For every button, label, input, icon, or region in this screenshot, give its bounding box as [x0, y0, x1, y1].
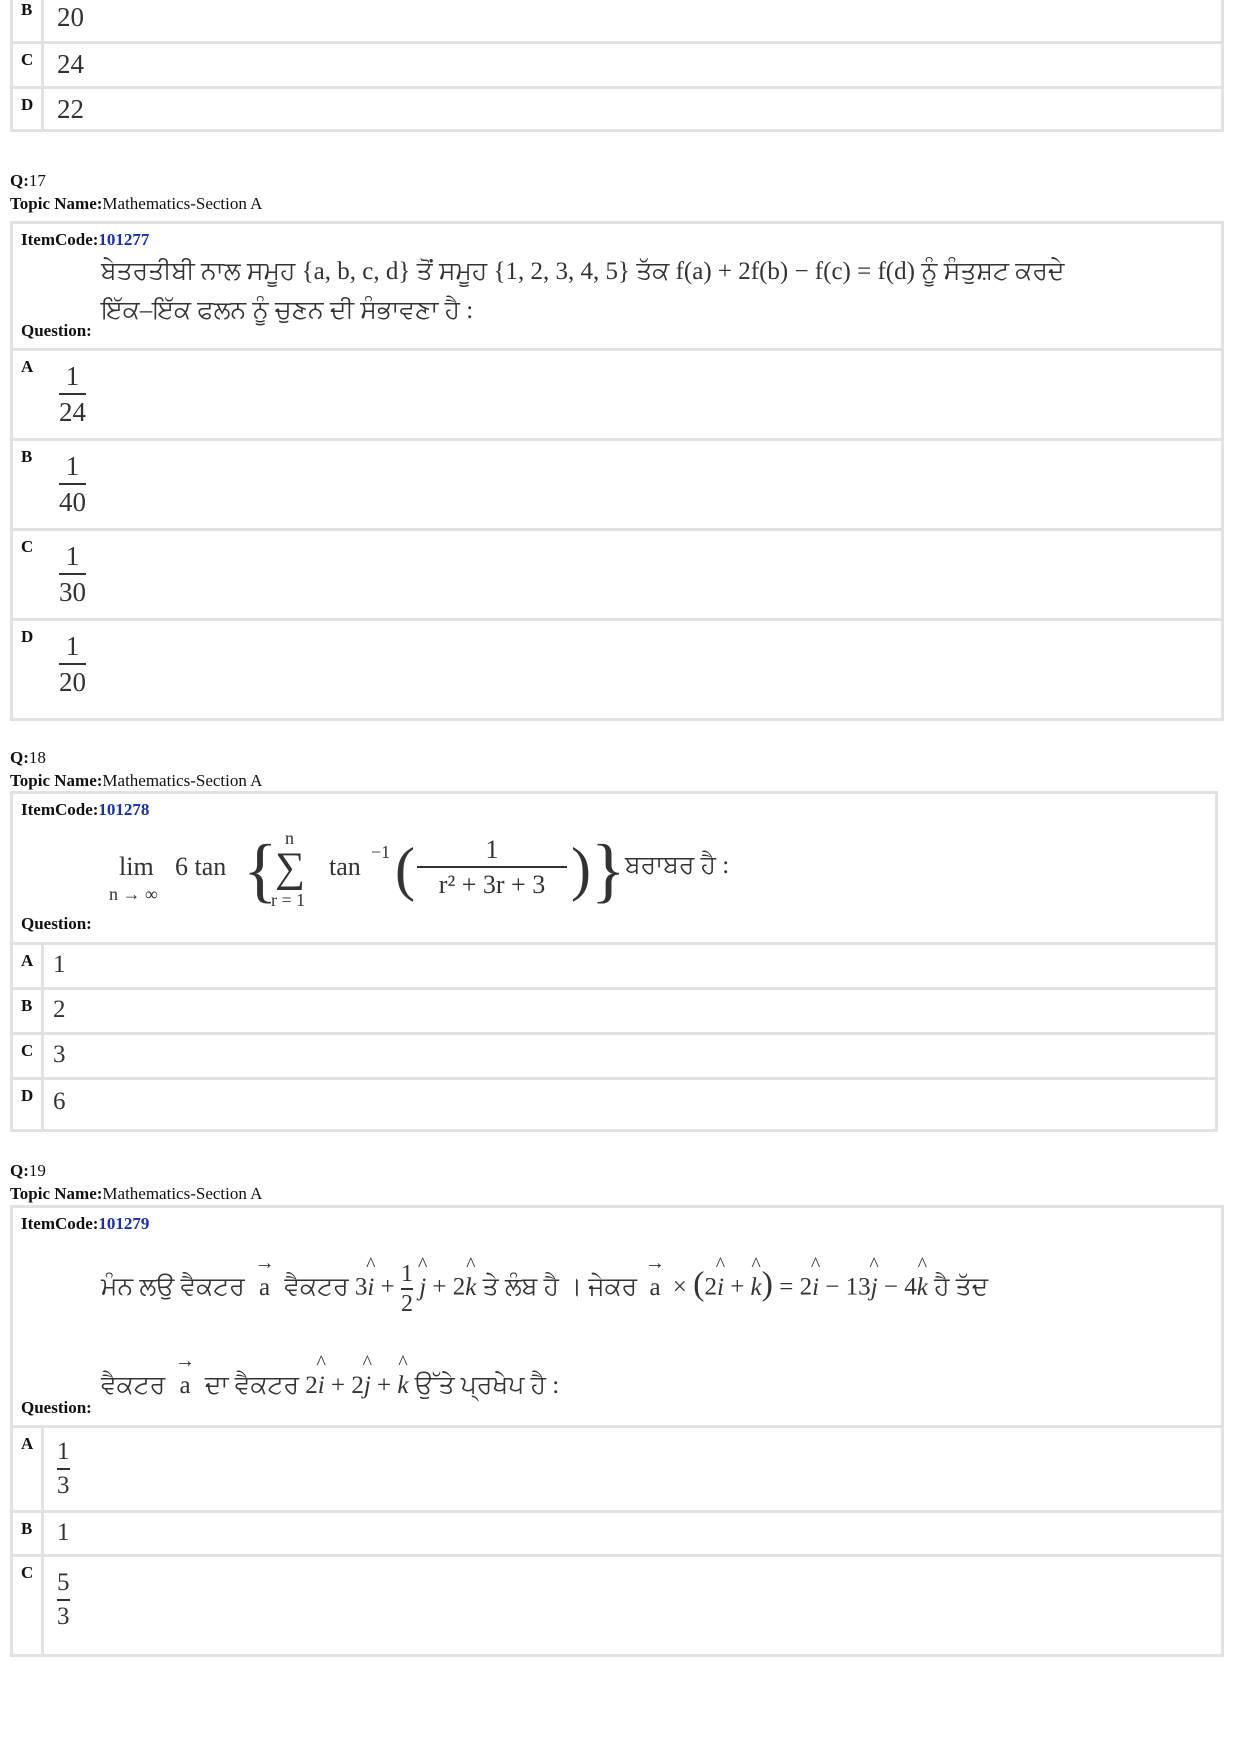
option-value: 24 — [57, 49, 84, 79]
lim-subscript: n → ∞ — [109, 884, 158, 904]
option-fraction: 1 40 — [59, 451, 86, 517]
option-row[interactable] — [13, 41, 1221, 88]
option-row[interactable] — [13, 0, 1221, 44]
option-row-d[interactable] — [13, 1077, 1215, 1129]
option-row-c[interactable] — [13, 528, 1221, 620]
inverse-exponent: −1 — [371, 842, 391, 862]
option-label: C — [21, 1563, 34, 1582]
option-fraction: 5 3 — [57, 1569, 70, 1630]
question-text-line1: ਮੰਨ ਲਉ ਵੈਕਟਰ → a ਵੈਕਟਰ 3 ^ i + $\frac{1}{2}$ ^ j + 2 ^ k ਤੇ ਲੰਬ ਹੈ । ਜੇਕਰ → a × (2 ^ i + ^ k) = 2 ^ i − 13 ^ j − 4 ^ k ਹੈ ਤੱਦ — [101, 1251, 989, 1317]
topic-name: Topic Name:Mathematics-Section A — [10, 1184, 263, 1203]
option-row-a[interactable] — [13, 1425, 1221, 1512]
option-row-d[interactable] — [13, 618, 1221, 718]
option-value: 6 — [53, 1088, 66, 1115]
prev-question-options — [10, 0, 1224, 132]
option-label: A — [21, 1434, 34, 1453]
option-label: B — [21, 996, 33, 1015]
left-paren: ( — [395, 836, 415, 902]
sum-upper: n — [285, 828, 294, 848]
option-label: B — [21, 0, 33, 19]
option-row-a[interactable] — [13, 348, 1221, 440]
item-code: ItemCode:101279 — [21, 1214, 150, 1233]
sum-lower: r = 1 — [271, 890, 306, 910]
tan-text: tan — [329, 852, 361, 881]
option-fraction: 1 3 — [57, 1438, 70, 1499]
option-fraction: 1 30 — [59, 541, 86, 607]
question-box-19 — [10, 1205, 1224, 1657]
question-tail: ਬਰਾਬਰ ਹੈ : — [625, 852, 730, 879]
option-row-a[interactable] — [13, 942, 1215, 989]
option-fraction: 1 24 — [59, 361, 86, 427]
option-label: C — [21, 537, 34, 556]
option-row-b[interactable] — [13, 1510, 1221, 1556]
option-row-b[interactable] — [13, 438, 1221, 530]
inner-fraction: 1 r² + 3r + 3 — [417, 834, 567, 902]
sigma-symbol: ∑ — [275, 845, 305, 891]
option-label: A — [21, 357, 34, 376]
option-value: 20 — [57, 2, 84, 32]
option-value: 1 — [53, 951, 66, 978]
option-value: 22 — [57, 94, 84, 124]
question-text-line1: ਬੇਤਰਤੀਬੀ ਨਾਲ ਸਮੂਹ {a, b, c, d} ਤੋਂ ਸਮੂਹ {1, 2, 3, 4, 5} ਤੱਕ f(a) + 2f(b) − f(c) = f(d) ਨੂੰ ਸੰਤੁਸ਼ਟ ਕਰਦੇ — [101, 258, 1065, 285]
option-row-c[interactable] — [13, 1554, 1221, 1654]
option-row-c[interactable] — [13, 1032, 1215, 1079]
item-code: ItemCode:101278 — [21, 800, 150, 819]
option-label: A — [21, 951, 34, 970]
question-label: Question: — [21, 321, 92, 340]
question-number: Q:18 — [10, 748, 46, 767]
question-box-17 — [10, 221, 1224, 721]
coef-text: 6 tan — [175, 852, 227, 881]
lim-text: lim — [119, 852, 154, 881]
option-value: 2 — [53, 996, 66, 1023]
option-fraction: 1 20 — [59, 631, 86, 697]
option-row[interactable] — [13, 86, 1221, 132]
question-label: Question: — [21, 1398, 92, 1417]
option-label: D — [21, 95, 34, 114]
limit-expression — [101, 830, 741, 920]
option-label: B — [21, 447, 33, 466]
right-brace: } — [591, 830, 626, 910]
option-label: C — [21, 50, 34, 69]
option-label: B — [21, 1519, 33, 1538]
question-box-18 — [10, 791, 1218, 1132]
option-row-b[interactable] — [13, 987, 1215, 1034]
question-number: Q:19 — [10, 1161, 46, 1180]
question-number: Q:17 — [10, 171, 46, 190]
question-text-line2: ਇੱਕ–ਇੱਕ ਫਲਨ ਨੂੰ ਚੁਣਨ ਦੀ ਸੰਭਾਵਣਾ ਹੈ : — [101, 297, 474, 324]
option-label: C — [21, 1041, 34, 1060]
option-label: D — [21, 627, 34, 646]
topic-name: Topic Name:Mathematics-Section A — [10, 771, 263, 790]
right-paren: ) — [571, 836, 591, 902]
item-code: ItemCode:101277 — [21, 230, 150, 249]
option-value: 1 — [57, 1519, 70, 1546]
option-label: D — [21, 1086, 34, 1105]
option-value: 3 — [53, 1041, 66, 1068]
topic-name: Topic Name:Mathematics-Section A — [10, 194, 263, 213]
left-brace: { — [243, 830, 278, 910]
question-label: Question: — [21, 914, 92, 933]
question-text-line2: ਵੈਕਟਰ → a ਦਾ ਵੈਕਟਰ 2 ^ i + 2 ^ j + ^ k ਉੱਤੇ ਪ੍ਰਖੇਪ ਹੈ : — [101, 1350, 560, 1399]
